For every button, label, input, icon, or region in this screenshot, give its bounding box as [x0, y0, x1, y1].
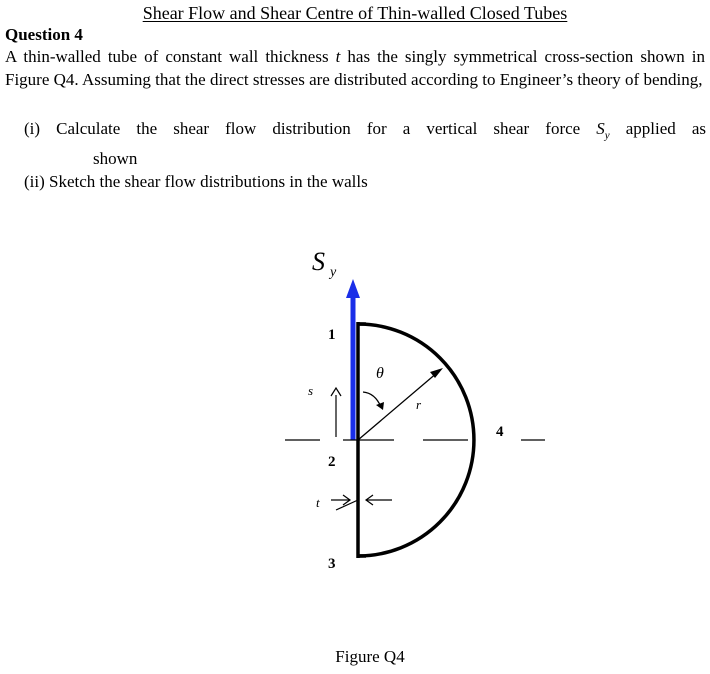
radius-label: r [416, 397, 422, 412]
point-4-label: 4 [496, 424, 504, 440]
question-heading: Question 4 [5, 25, 83, 44]
question-text-a: A thin-walled tube of constant wall thickness [5, 47, 336, 66]
question-item-2: (ii) Sketch the shear flow distributions in the walls [24, 172, 368, 191]
page-title: Shear Flow and Shear Centre of Thin-walled Closed Tubes [142, 3, 568, 23]
force-label-y: y [330, 265, 337, 280]
point-2-label: 2 [328, 454, 336, 470]
item1-text-a: (i) Calculate the shear flow distribution for a vertical shear force [24, 119, 597, 138]
s-direction-arrowhead [331, 388, 341, 396]
figure-caption: Figure Q4 [335, 647, 405, 666]
shear-force-symbol: $S_y$ [596, 119, 610, 142]
point-3-label: 3 [328, 556, 336, 572]
question-item-1-continued: shown [93, 149, 138, 168]
shear-force-arrowhead [346, 279, 360, 298]
theta-arrowhead [376, 402, 384, 410]
question-text-b: has the singly symmetrical cross-section shown in Figure Q4. Assuming that the direct stresses are distributed according to Engineer’s theory of bending, [5, 47, 705, 89]
force-label-S: S [312, 247, 325, 276]
item1-text-b: applied as [609, 119, 707, 138]
thickness-symbol: t [335, 47, 341, 66]
thickness-label: t [316, 495, 320, 510]
point-1-label: 1 [328, 327, 336, 343]
theta-label: θ [376, 365, 384, 382]
s-coordinate-label: s [308, 383, 314, 398]
radius-line [358, 372, 438, 440]
